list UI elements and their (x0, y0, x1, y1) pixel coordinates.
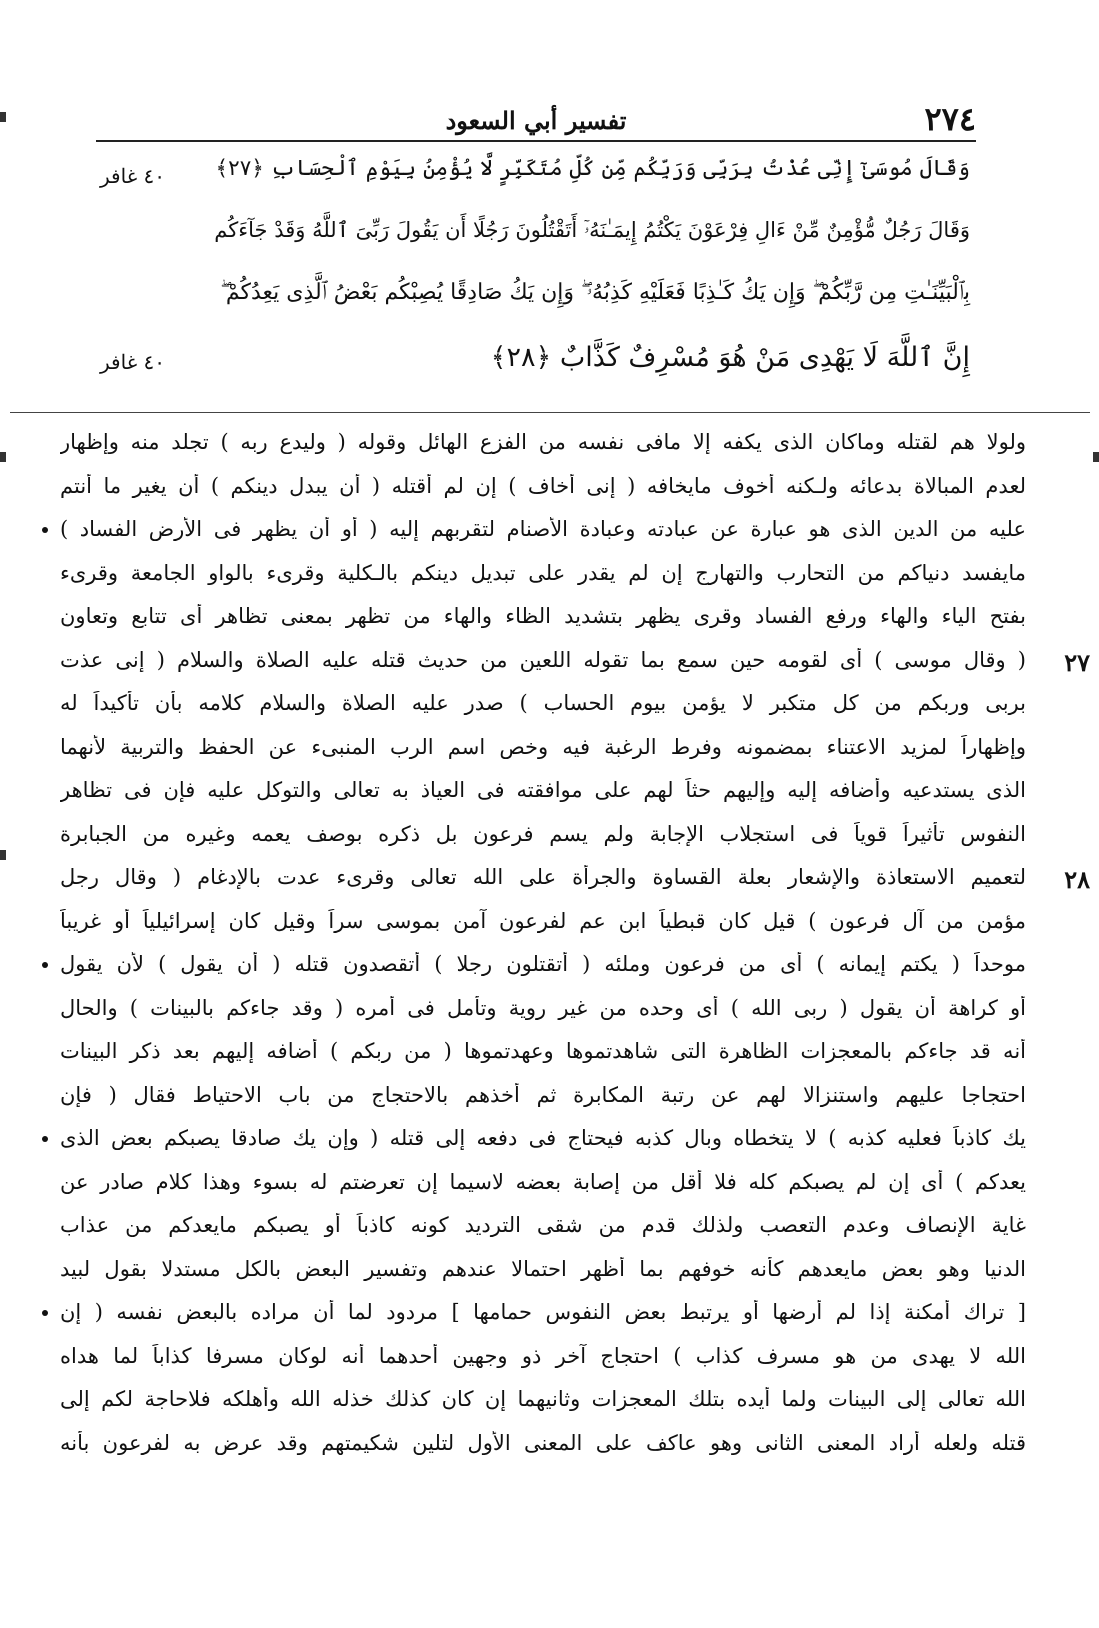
commentary-text: الدنيا وهو بعض مايعدهم كأنه خوفهم بما أظهر احتمالا عندهم وتفسير البعض بالكل مستدلا بقول لبيد (60, 1256, 1026, 1281)
commentary-line (60, 1253, 1026, 1297)
commentary-text: غاية الإنصاف وعدم التعصب ولذلك قدم من شقى الترديد كونه كاذباً أو يصبكم مايعدكم من عذاب (60, 1213, 1026, 1237)
commentary-text: الذى يستدعيه وأضافه إليه وإليهم حثاً لهم على موافقته فى العياذ به تعالى والتوكل عليه فإن فى تظاهر (60, 778, 1026, 802)
commentary-text: احتجاجا عليهم واستنزالا لهم عن رتبة المكابرة ثم أخذهم بالاحتجاج من باب الاحتياط فقال ( فإن (60, 1082, 1026, 1107)
commentary-text: عليه من الدين الذى هو عبارة عن عبادته وعبادة الأصنام لتقربهم إليه ( أو أن يظهر فى الأرض الفساد ) (60, 517, 1026, 541)
commentary-text: مايفسد دنياكم من التحارب والتهارج إن لم يقدر على تبديل دينكم بالـكلية وقرىء بالواو الجامعة وقرىء (60, 560, 1026, 585)
quran-line (100, 212, 970, 274)
commentary-line (60, 1340, 1026, 1384)
commentary-line (60, 1166, 1026, 1210)
page-header (96, 100, 976, 140)
commentary-line (60, 1209, 1026, 1253)
scan-edge-mark (0, 112, 6, 122)
commentary-text: أو كراهة أن يقول ( ربى الله ) أى وحده من غير روية وتأمل فى أمره ( وقد جاءكم بالبينات ) والحال (60, 995, 1026, 1020)
commentary-line (60, 948, 1026, 992)
quran-verse-text: بِٱلْبَيِّنَـٰتِ مِن رَّبِّكُمْ ۖ وَإِن يَكُ كَـٰذِبًا فَعَلَيْهِ كَذِبُهُۥ ۖ وَإِن يَكُ صَادِقًا يُصِبْكُم بَعْضُ ٱلَّذِى يَعِدُكُمْ ۖ (220, 280, 970, 305)
commentary-text: بفتح الياء والهاء ورفع الفساد وقرى يظهر بتشديد الظاء والهاء من تظهر بمعنى تظاهر أى تتابع وتعاون (60, 604, 1026, 628)
commentary-line (60, 1079, 1026, 1123)
quran-verse-text: وَقَالَ مُوسَىٰٓ إِنِّى عُذْتُ بِرَبِّى وَرَبِّكُم مِّن كُلِّ مُتَكَبِّرٍ لَّا يُؤْمِنُ بِيَوْمِ ٱلْحِسَابِ ﴿٢٧﴾ (215, 156, 970, 181)
commentary-line (60, 1122, 1026, 1166)
commentary-line (60, 644, 1090, 688)
commentary-line (60, 861, 1090, 905)
margin-bullet-icon (42, 1310, 48, 1316)
commentary-line (60, 557, 1026, 601)
commentary-text: [ تراك أمكنة إذا لم أرضها أو يرتبط بعض النفوس حمامها ] مردود لما أن مراده بالبعض نفسه ( إن (60, 1300, 1026, 1324)
commentary-line (60, 774, 1026, 818)
commentary-text: مؤمن من آل فرعون ) قيل كان قبطياً ابن عم لفرعون آمن بموسى سراً وقيل كان إسرائيلياً أو غريباً (60, 908, 1026, 933)
commentary-line (60, 818, 1026, 862)
commentary-line (60, 513, 1026, 557)
scan-edge-mark (0, 452, 6, 462)
commentary-text: الله تعالى إلى البينات ولما أيده بتلك المعجزات وثانيهما إن كان كذلك خذله الله وأهلكه فلاحاجة لكم إلى (60, 1387, 1026, 1411)
commentary-line (60, 1296, 1026, 1340)
quran-line (100, 336, 970, 398)
commentary-text: يعدكم ) أى إن لم يصبكم كله فلا أقل من إصابة بعضه لاسيما إن تعرضتم له بسوء وهذا كلام صادر عن (60, 1169, 1026, 1194)
commentary-text: لتعميم الاستعاذة والإشعار بعلة القساوة والجرأة على الله تعالى وقرىء عدت بالإدغام ( وقال رجل (60, 865, 1026, 889)
commentary-line (60, 992, 1026, 1036)
commentary-line (60, 1383, 1026, 1427)
commentary-line (60, 687, 1026, 731)
commentary-block (60, 426, 1090, 1470)
commentary-line (60, 600, 1026, 644)
quran-verses-block (100, 150, 970, 398)
quran-line (100, 274, 970, 336)
commentary-line (60, 426, 1026, 470)
commentary-line (60, 1427, 1026, 1471)
commentary-text: وإظهاراً لمزيد الاعتناء بمضمونه وفرط الرغبة فيه وخص اسم الرب المنبىء عن الحفظ والتربية لأنهما (60, 734, 1026, 759)
commentary-text: قتله ولعله أراد المعنى الثانى وهو عاكف على المعنى الأول لتلين شكيمتهم وقد عرض به لفرعون بأنه (60, 1430, 1026, 1455)
commentary-text: أنه قد جاءكم بالمعجزات الظاهرة التى شاهدتموها وعهدتموها ( من ربكم ) أضافه إليهم بعد ذكر البينات (60, 1039, 1026, 1063)
margin-bullet-icon (42, 527, 48, 533)
commentary-text: لعدم المبالاة بدعائه ولـكنه أخوف مايخافه ( إنى أخاف ) إن لم أقتله ( أن يبدل دينكم ) أن يغير ما أنتم (60, 473, 1026, 498)
commentary-line (60, 731, 1026, 775)
verse-number-marker: ٢٨ (1064, 865, 1090, 894)
commentary-text: موحداً ( يكتم إيمانه ) أى من فرعون وملئه ( أتقتلون رجلا ) أتقصدون قتله ( أن يقول ) لأن يقول (60, 952, 1026, 976)
scan-edge-mark (1093, 452, 1099, 462)
header-rule (96, 140, 976, 142)
verse-number-marker: ٢٧ (1064, 647, 1090, 677)
margin-bullet-icon (42, 962, 48, 968)
quran-verse-text: إِنَّ ٱللَّهَ لَا يَهْدِى مَنْ هُوَ مُسْرِفٌ كَذَّابٌ ﴿٢٨﴾ (490, 342, 970, 373)
commentary-line (60, 1035, 1026, 1079)
quran-verse-text: وَقَالَ رَجُلٌ مُّؤْمِنٌ مِّنْ ءَالِ فِرْعَوْنَ يَكْتُمُ إِيمَـٰنَهُۥٓ أَتَقْتُلُونَ رَجُلًا أَن يَقُولَ رَبِّىَ ٱللَّهُ وَقَدْ جَآءَكُم (214, 218, 970, 242)
surah-reference: ٤٠ غافر (100, 350, 165, 374)
commentary-text: بربى وربكم من كل متكبر لا يؤمن بيوم الحساب ) صدر عليه الصلاة والسلام كلامه بأن تأكيداً له (60, 691, 1026, 715)
quran-line (100, 150, 970, 212)
commentary-line (60, 470, 1026, 514)
commentary-text: النفوس تأثيراً قوياً فى استجلاب الإجابة ولم يسم فرعون بل ذكره بوصف يعمه وغيره من الجبابرة (60, 821, 1026, 846)
section-rule (10, 412, 1090, 413)
page-number: ٢٧٤ (924, 100, 976, 138)
commentary-line (60, 905, 1026, 949)
commentary-text: الله لا يهدى من هو مسرف كذاب ) احتجاج آخر ذو وجهين أحدهما أنه لوكان مسرفا كذاباً لما هداه (60, 1343, 1026, 1368)
commentary-text: ( وقال موسى ) أى لقومه حين سمع بما تقوله اللعين من حديث قتله عليه الصلاة والسلام ( إنى عذت (60, 647, 1026, 672)
surah-reference: ٤٠ غافر (100, 164, 165, 188)
commentary-text: يك كاذباً فعليه كذبه ) لا يتخطاه وبال كذبه فيحتاج فى دفعه إلى قتله ( وإن يك صادقا يصبكم بعض الذى (60, 1126, 1026, 1150)
margin-bullet-icon (42, 1136, 48, 1142)
commentary-text: ولولا هم لقتله وماكان الذى يكفه إلا مافى نفسه من الفزع الهائل وقوله ( وليدع ربه ) تجلد منه وإظهار (60, 430, 1026, 454)
scan-edge-mark (0, 850, 6, 860)
running-title: تفسير أبي السعود (445, 106, 627, 135)
